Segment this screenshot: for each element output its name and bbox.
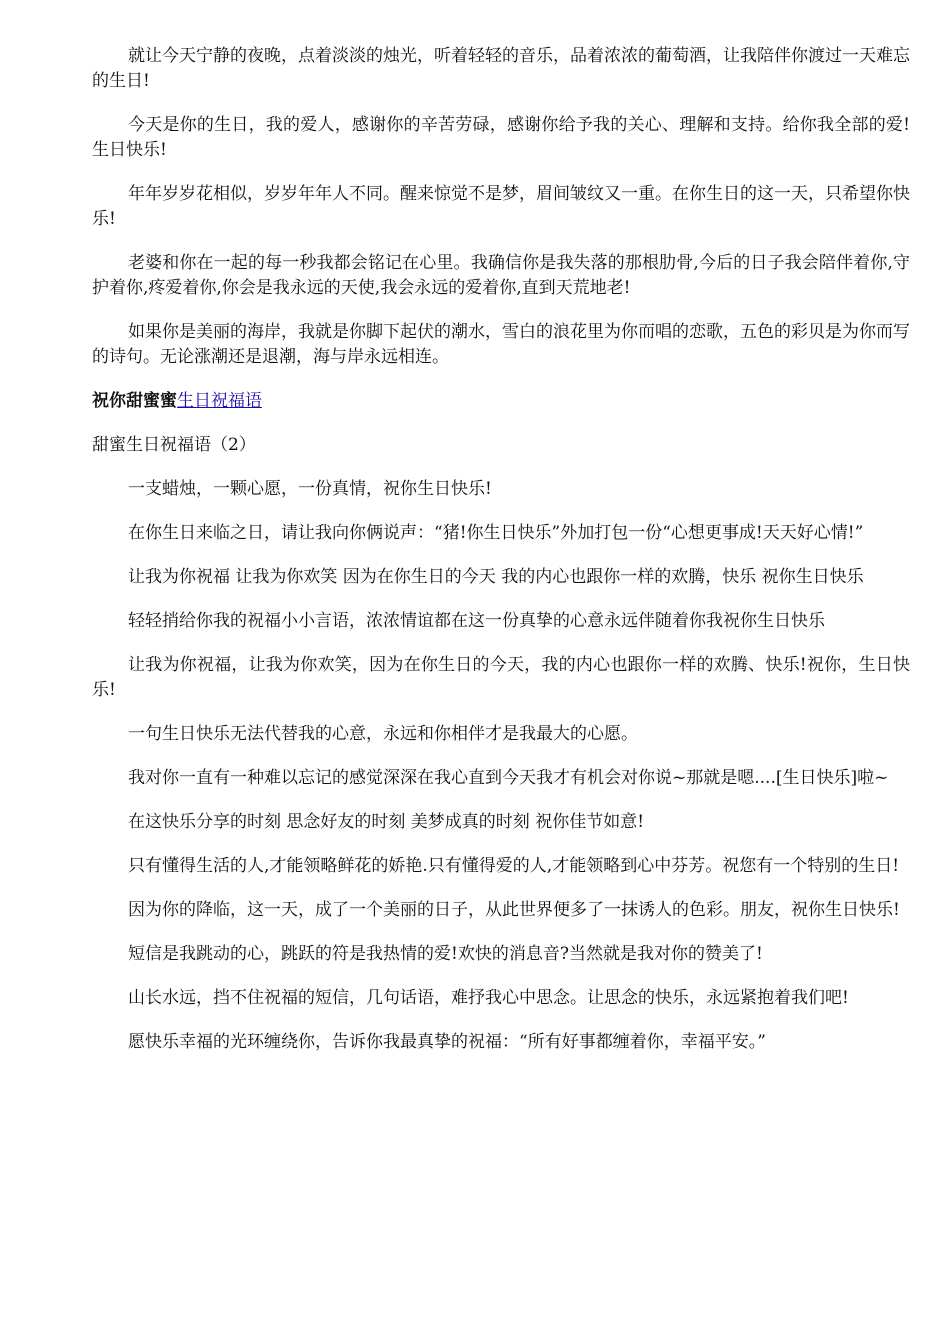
- section-heading-text: 祝你甜蜜蜜: [92, 391, 177, 411]
- paragraph: 老婆和你在一起的每一秒我都会铭记在心里。我确信你是我失落的那根肋骨,今后的日子我会陪伴着你,守护着你,疼爱着你,你会是我永远的天使,我会永远的爱着你,直到天荒地老!: [92, 253, 910, 298]
- paragraph: 一支蜡烛，一颗心愿，一份真情，祝你生日快乐!: [128, 479, 492, 499]
- paragraph: 在这快乐分享的时刻 思念好友的时刻 美梦成真的时刻 祝你佳节如意!: [128, 812, 645, 832]
- paragraph: 短信是我跳动的心，跳跃的符是我热情的爱!欢快的消息音?当然就是我对你的赞美了!: [128, 944, 763, 964]
- paragraph: 年年岁岁花相似，岁岁年年人不同。醒来惊觉不是梦，眉间皱纹又一重。在你生日的这一天，只希望你快乐!: [92, 184, 910, 229]
- paragraph: 山长水远，挡不住祝福的短信，几句话语，难抒我心中思念。让思念的快乐，永远紧抱着我们吧!: [128, 988, 849, 1008]
- birthday-wishes-link[interactable]: 生日祝福语: [177, 391, 262, 411]
- paragraph: 一句生日快乐无法代替我的心意，永远和你相伴才是我最大的心愿。: [128, 724, 638, 744]
- paragraph: 只有懂得生活的人,才能领略鲜花的娇艳.只有懂得爱的人,才能领略到心中芬芳。祝您有一个特别的生日!: [128, 856, 900, 876]
- paragraph: 轻轻捎给你我的祝福小小言语，浓浓情谊都在这一份真挚的心意永远伴随着你我祝你生日快乐: [128, 611, 825, 631]
- section-heading: [92, 389, 910, 414]
- paragraph: 让我为你祝福 让我为你欢笑 因为在你生日的今天 我的内心也跟你一样的欢腾，快乐 祝你生日快乐: [128, 567, 864, 587]
- paragraph: 如果你是美丽的海岸，我就是你脚下起伏的潮水，雪白的浪花里为你而唱的恋歌，五色的彩贝是为你而写的诗句。无论涨潮还是退潮，海与岸永远相连。: [92, 322, 910, 367]
- document-page: [92, 44, 910, 1074]
- paragraph: 让我为你祝福，让我为你欢笑，因为在你生日的今天，我的内心也跟你一样的欢腾、快乐!祝你，生日快乐!: [92, 655, 910, 700]
- paragraph: 愿快乐幸福的光环缠绕你，告诉你我最真挚的祝福：“所有好事都缠着你，幸福平安。”: [128, 1032, 766, 1052]
- paragraph: 因为你的降临，这一天，成了一个美丽的日子，从此世界便多了一抹诱人的色彩。朋友，祝你生日快乐!: [128, 900, 900, 920]
- paragraph: 我对你一直有一种难以忘记的感觉深深在我心直到今天我才有机会对你说~那就是嗯....[生日快乐]啦~: [128, 768, 889, 788]
- section-subtitle: 甜蜜生日祝福语（2）: [92, 435, 256, 455]
- paragraph: 就让今天宁静的夜晚，点着淡淡的烛光，听着轻轻的音乐，品着浓浓的葡萄酒，让我陪伴你渡过一天难忘的生日!: [92, 46, 910, 91]
- paragraph: 今天是你的生日，我的爱人，感谢你的辛苦劳碌，感谢你给予我的关心、理解和支持。给你我全部的爱!生日快乐!: [92, 115, 910, 160]
- paragraph: 在你生日来临之日，请让我向你俩说声：“猪!你生日快乐”外加打包一份“心想更事成!天天好心情!”: [128, 523, 864, 543]
